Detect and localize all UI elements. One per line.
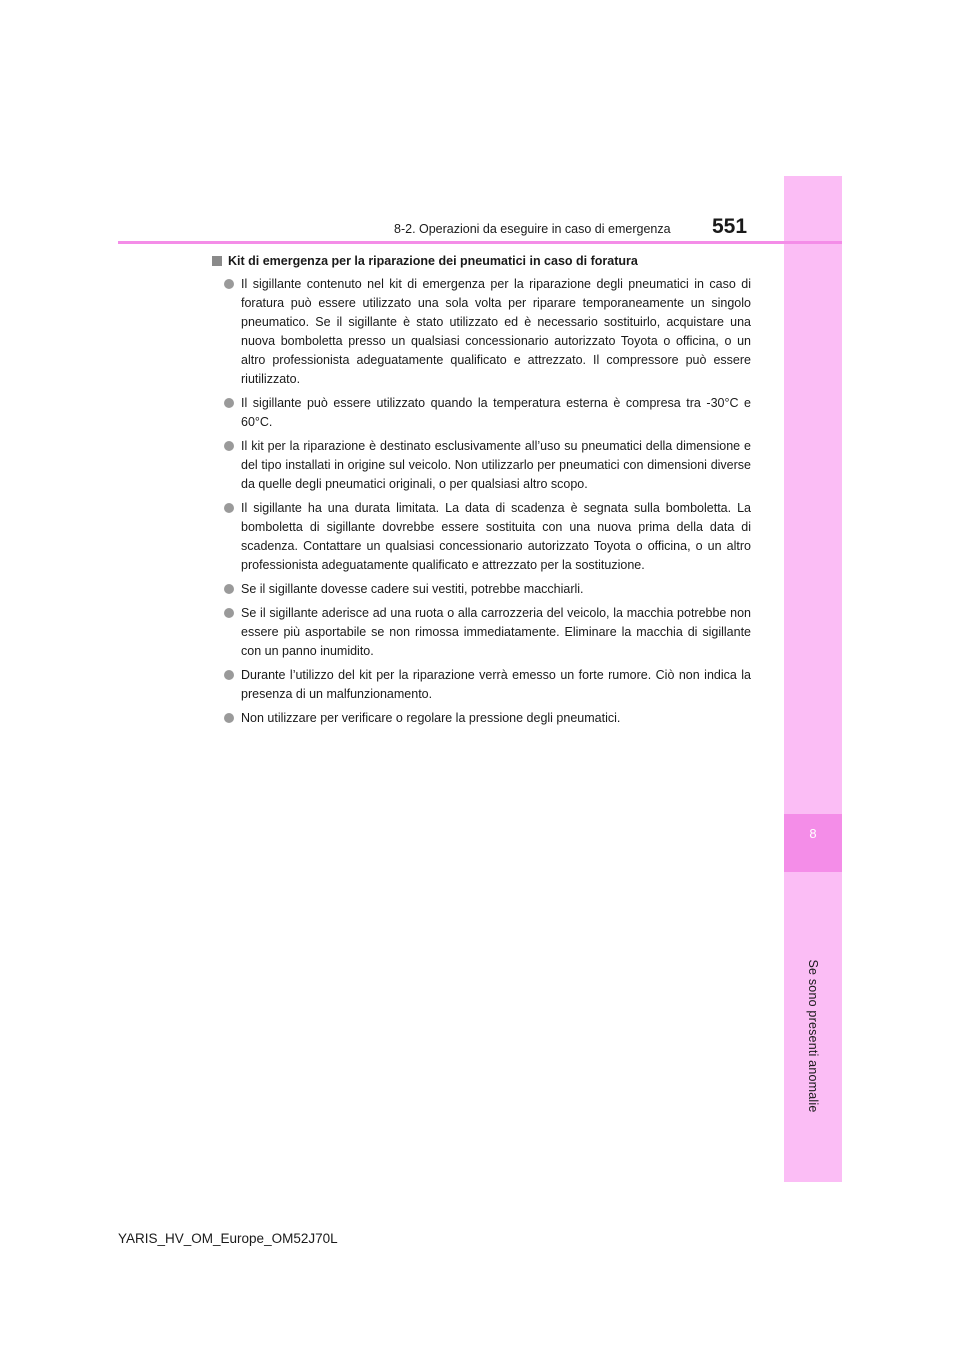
list-item	[212, 666, 751, 704]
square-bullet-icon	[212, 256, 222, 266]
list-item-text: Il sigillante può essere utilizzato quando la temperatura esterna è compresa tra -30°C e 60°C.	[241, 396, 751, 429]
section-title: 8-2. Operazioni da eseguire in caso di emergenza	[394, 222, 671, 236]
list-item	[212, 394, 751, 432]
page-number: 551	[712, 215, 748, 238]
chapter-number: 8	[809, 826, 817, 841]
chapter-title: Se sono presenti anomalie	[806, 959, 820, 1113]
bullet-icon	[224, 279, 234, 289]
bullet-icon	[224, 670, 234, 680]
list-item	[212, 709, 751, 728]
bullet-icon	[224, 398, 234, 408]
list-item-text: Il kit per la riparazione è destinato esclusivamente all’uso su pneumatici della dimensione e del tipo installati in origine sul veicolo. Non utilizzarlo per pneumatici con dimensioni diverse da quelle degli pneumatici originali, o per qualsiasi altro scopo.	[241, 439, 751, 491]
header-rule	[118, 241, 842, 244]
bullet-icon	[224, 584, 234, 594]
section-heading	[212, 252, 751, 270]
list-item	[212, 499, 751, 575]
list-item	[212, 437, 751, 494]
list-item-text: Il sigillante ha una durata limitata. La data di scadenza è segnata sulla bomboletta. La bomboletta di sigillante dovrebbe essere sostituita con una nuova prima della data di scadenza. Contattare un qualsiasi concessionario autorizzato Toyota o officina, o un altro professionista adeguatamente qualificato e attrezzato per la sostituzione.	[241, 501, 751, 572]
list-item-text: Il sigillante contenuto nel kit di emergenza per la riparazione degli pneumatici in caso di foratura può essere utilizzato una sola volta per riparare temporaneamente un singolo pneumatico. Se il sigillante è stato utilizzato ed è necessario sostituirlo, acquistare una nuova bomboletta presso un qualsiasi concessionario autorizzato Toyota o officina, o un altro professionista adeguatamente qualificato e attrezzato. Il compressore può essere riutilizzato.	[241, 277, 751, 386]
list-item-text: Non utilizzare per verificare o regolare la pressione degli pneumatici.	[241, 711, 621, 725]
list-item	[212, 604, 751, 661]
main-content	[212, 252, 751, 728]
list-item-text: Se il sigillante dovesse cadere sui vestiti, potrebbe macchiarli.	[241, 582, 584, 596]
list-item	[212, 580, 751, 599]
list-item-text: Se il sigillante aderisce ad una ruota o alla carrozzeria del veicolo, la macchia potrebbe non essere più asportabile se non rimossa immediatamente. Eliminare la macchia di sigillante con un panno inumidito.	[241, 606, 751, 658]
bullet-icon	[224, 441, 234, 451]
bullet-icon	[224, 713, 234, 723]
list-item	[212, 275, 751, 389]
chapter-tab-active	[784, 814, 842, 872]
list-item-text: Durante l’utilizzo del kit per la riparazione verrà emesso un forte rumore. Ciò non indica la presenza di un malfunzionamento.	[241, 668, 751, 701]
heading-text: Kit di emergenza per la riparazione dei pneumatici in caso di foratura	[228, 254, 638, 268]
bullet-icon	[224, 503, 234, 513]
document-code: YARIS_HV_OM_Europe_OM52J70L	[118, 1231, 338, 1246]
bullet-icon	[224, 608, 234, 618]
